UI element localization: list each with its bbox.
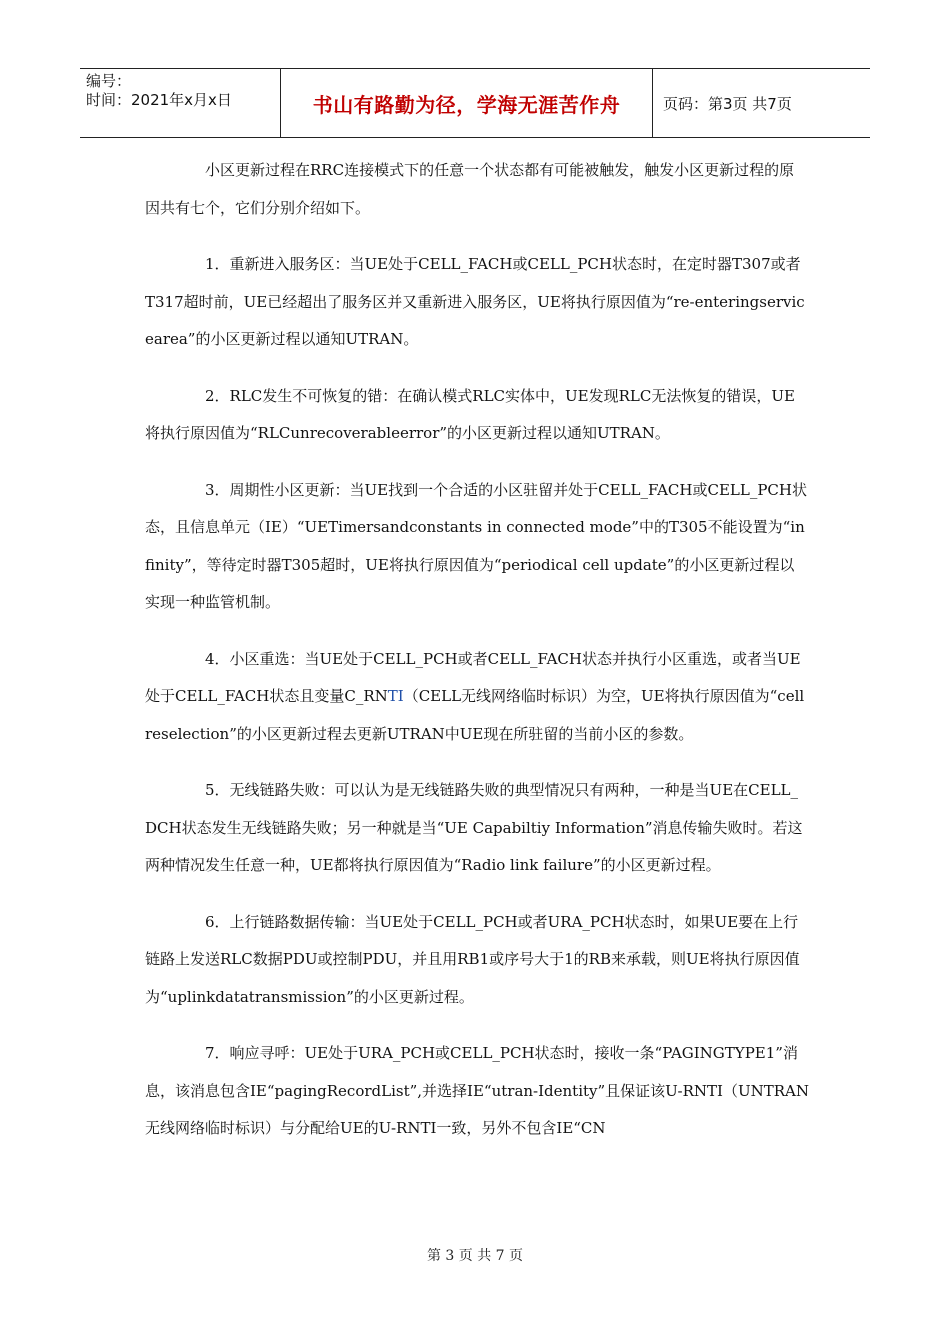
- highlighted-text: TI: [387, 687, 404, 705]
- paragraph-intro: 小区更新过程在RRC连接模式下的任意一个状态都有可能被触发，触发小区更新过程的原因共有七个，它们分别介绍如下。: [145, 161, 795, 217]
- paragraph-cause-3: 3．周期性小区更新：当UE找到一个合适的小区驻留并处于CELL_FACH或CELL_PCH状态，且信息单元（IE）“UETimersandconstants in connected mode”中的T305不能设置为“infinity”，等待定时器T305超时，UE将执行原因值为“periodical cell update”的小区更新过程以实现一种监管机制。: [145, 480, 807, 611]
- document-header: [80, 68, 870, 138]
- paragraph-cause-1: 1．重新进入服务区：当UE处于CELL_FACH或CELL_PCH状态时，在定时器T307或者T317超时前，UE已经超出了服务区并又重新进入服务区，UE将执行原因值为“re-enteringservicearea”的小区更新过程以通知UTRAN。: [145, 255, 805, 348]
- paragraph-cause-5: 5．无线链路失败：可以认为是无线链路失败的典型情况只有两种，一种是当UE在CELL_DCH状态发生无线链路失败；另一种就是当“UE Capabiltiy Information”消息传输失败时。若这两种情况发生任意一种，UE都将执行原因值为“Radio link failure”的小区更新过程。: [145, 781, 803, 874]
- header-left-cell: [80, 69, 280, 137]
- header-motto-cell: [280, 69, 653, 137]
- document-body: [145, 152, 809, 1167]
- paragraph-cause-6: 6．上行链路数据传输：当UE处于CELL_PCH或者URA_PCH状态时，如果UE要在上行链路上发送RLC数据PDU或控制PDU，并且用RB1或序号大于1的RB来承载，则UE将执行原因值为“uplinkdatatransmission”的小区更新过程。: [145, 912, 800, 1006]
- number-label: 编号：: [86, 72, 132, 90]
- time-label: 时间：2021年x月x日: [86, 91, 232, 109]
- header-page-cell: [653, 69, 870, 137]
- motto: 书山有路勤为径，学海无涯苦作舟: [312, 92, 621, 117]
- page-info: 页码：第3页 共7页: [663, 94, 792, 113]
- page-footer: 第 3 页 共 7 页: [426, 1248, 524, 1264]
- paragraph-cause-4: [145, 641, 809, 754]
- paragraph-cause-2: 2．RLC发生不可恢复的错：在确认模式RLC实体中，UE发现RLC无法恢复的错误，UE将执行原因值为“RLCunrecoverableerror”的小区更新过程以通知UTRAN。: [145, 386, 795, 442]
- paragraph-cause-4-before: 4．小区重选：当UE处于CELL_PCH或者CELL_FACH状态并执行小区重选，或者当UE处于CELL_FACH状态且变量C_RN: [145, 649, 801, 705]
- paragraph-cause-7: 7．响应寻呼：UE处于URA_PCH或CELL_PCH状态时，接收一条“PAGINGTYPE1”消息，该消息包含IE“pagingRecordList”,并选择IE“utran-Identity”且保证该U-RNTI（UNTRAN无线网络临时标识）与分配给UE的U-RNTI一致，另外不包含IE“CN: [145, 1044, 810, 1137]
- paragraph-cause-4-after: （CELL无线网络临时标识）为空，UE将执行原因值为“cellreselection”的小区更新过程去更新UTRAN中UE现在所驻留的当前小区的参数。: [145, 687, 805, 743]
